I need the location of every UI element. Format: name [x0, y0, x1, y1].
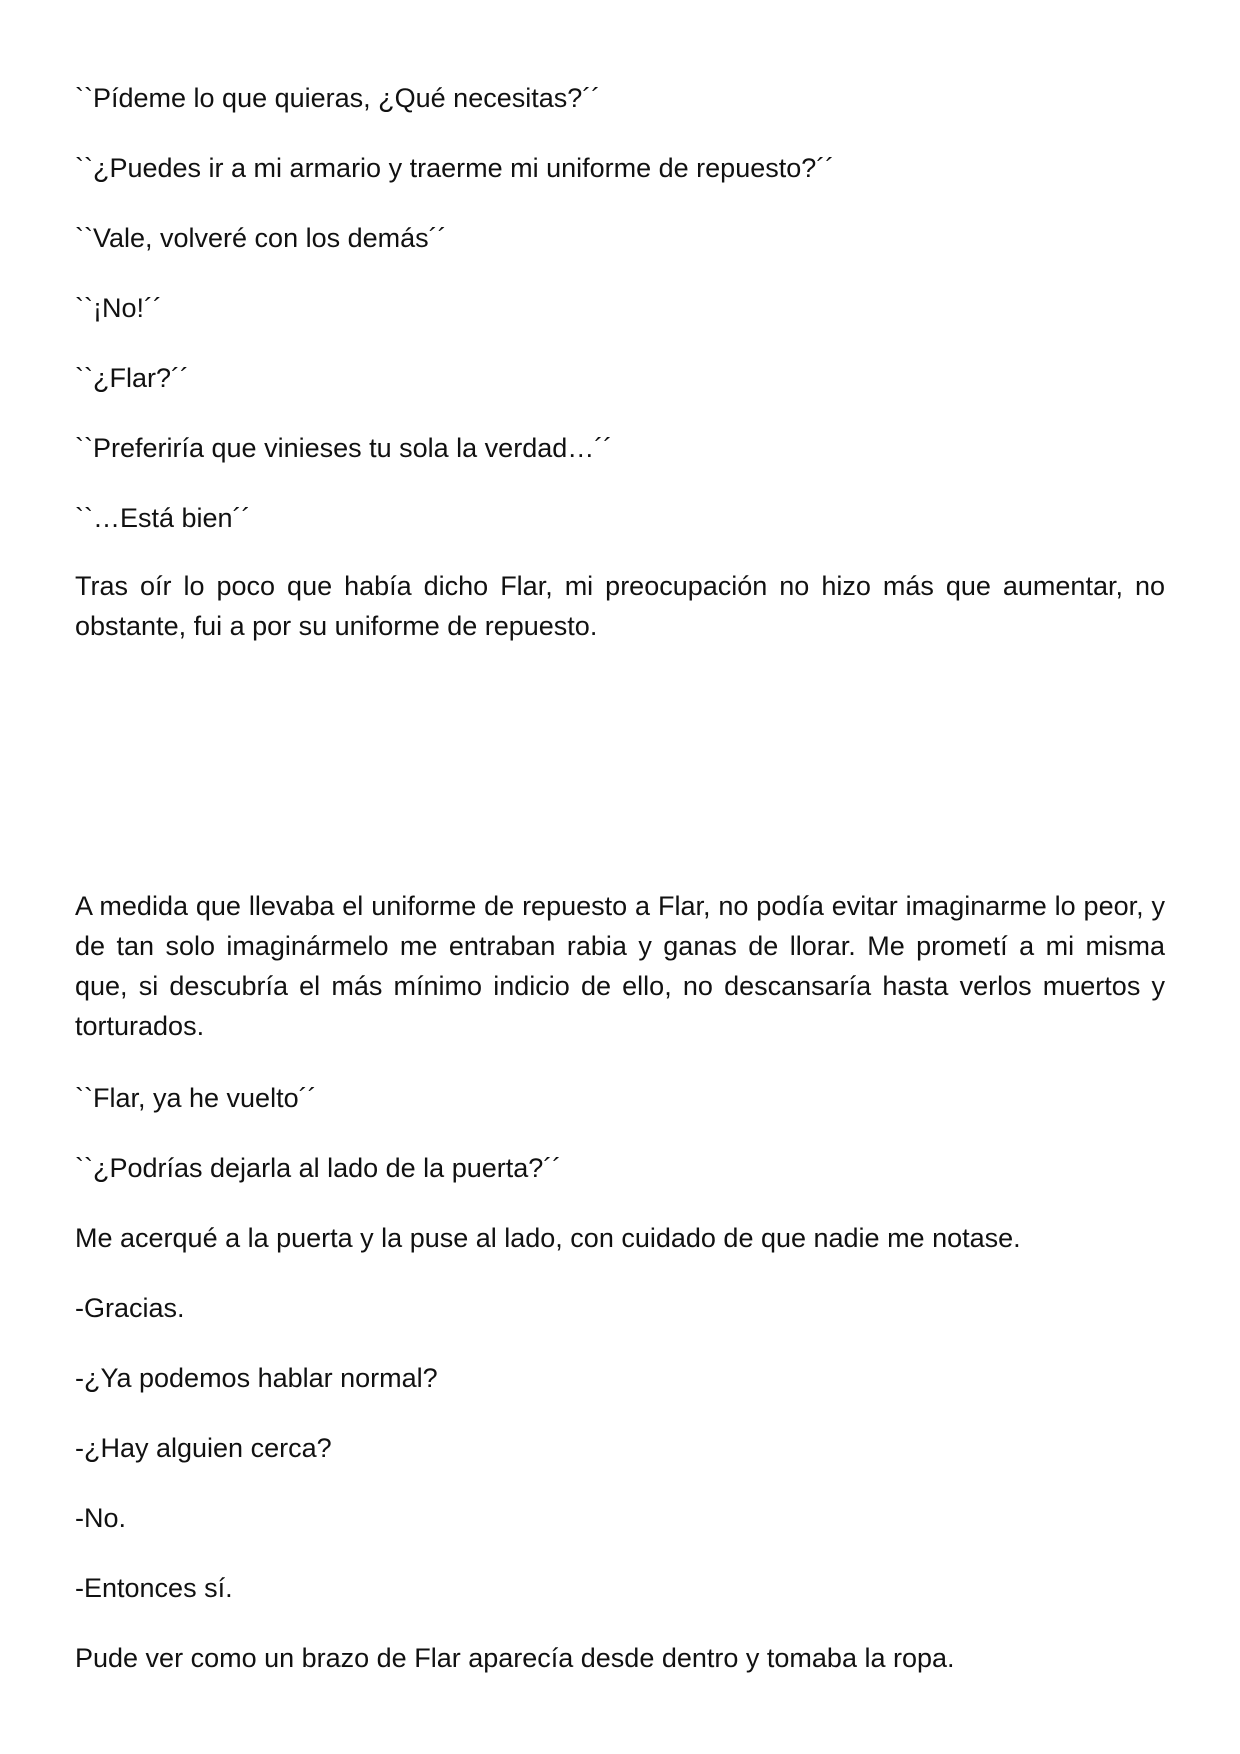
dialogue-line: ``¿Puedes ir a mi armario y traerme mi uniforme de repuesto?´´ [75, 153, 835, 183]
dialogue-line: ``¡No!´´ [75, 293, 162, 323]
dialogue-line: -¿Hay alguien cerca? [75, 1433, 332, 1463]
dialogue-line: ``Pídeme lo que quieras, ¿Qué necesitas?´´ [75, 83, 601, 113]
narrative-line: Pude ver como un brazo de Flar aparecía desde dentro y tomaba la ropa. [75, 1643, 955, 1673]
dialogue-line: -No. [75, 1503, 127, 1533]
narrative-paragraph: A medida que llevaba el uniforme de repuesto a Flar, no podía evitar imaginarme lo peor, y de tan solo imaginármelo me entraban rabia y ganas de llorar. Me prometí a mi misma que, si descubría el más mínimo indicio de ello, no descansaría hasta verlos muertos y torturados. [75, 891, 1165, 1041]
dialogue-line: ``¿Flar?´´ [75, 363, 189, 393]
dialogue-line: ``Flar, ya he vuelto´´ [75, 1083, 317, 1113]
dialogue-line: -Entonces sí. [75, 1573, 233, 1603]
dialogue-line: ``…Está bien´´ [75, 503, 251, 533]
dialogue-line: -Gracias. [75, 1293, 185, 1323]
narrative-paragraph: Tras oír lo poco que había dicho Flar, mi preocupación no hizo más que aumentar, no obstante, fui a por su uniforme de repuesto. [75, 571, 1165, 641]
dialogue-line: ``Preferiría que vinieses tu sola la verdad…´´ [75, 433, 613, 463]
dialogue-line: ``Vale, volveré con los demás´´ [75, 223, 447, 253]
narrative-line: Me acerqué a la puerta y la puse al lado, con cuidado de que nadie me notase. [75, 1223, 1021, 1253]
dialogue-line: -¿Ya podemos hablar normal? [75, 1363, 438, 1393]
dialogue-line: ``¿Podrías dejarla al lado de la puerta?´´ [75, 1153, 562, 1183]
